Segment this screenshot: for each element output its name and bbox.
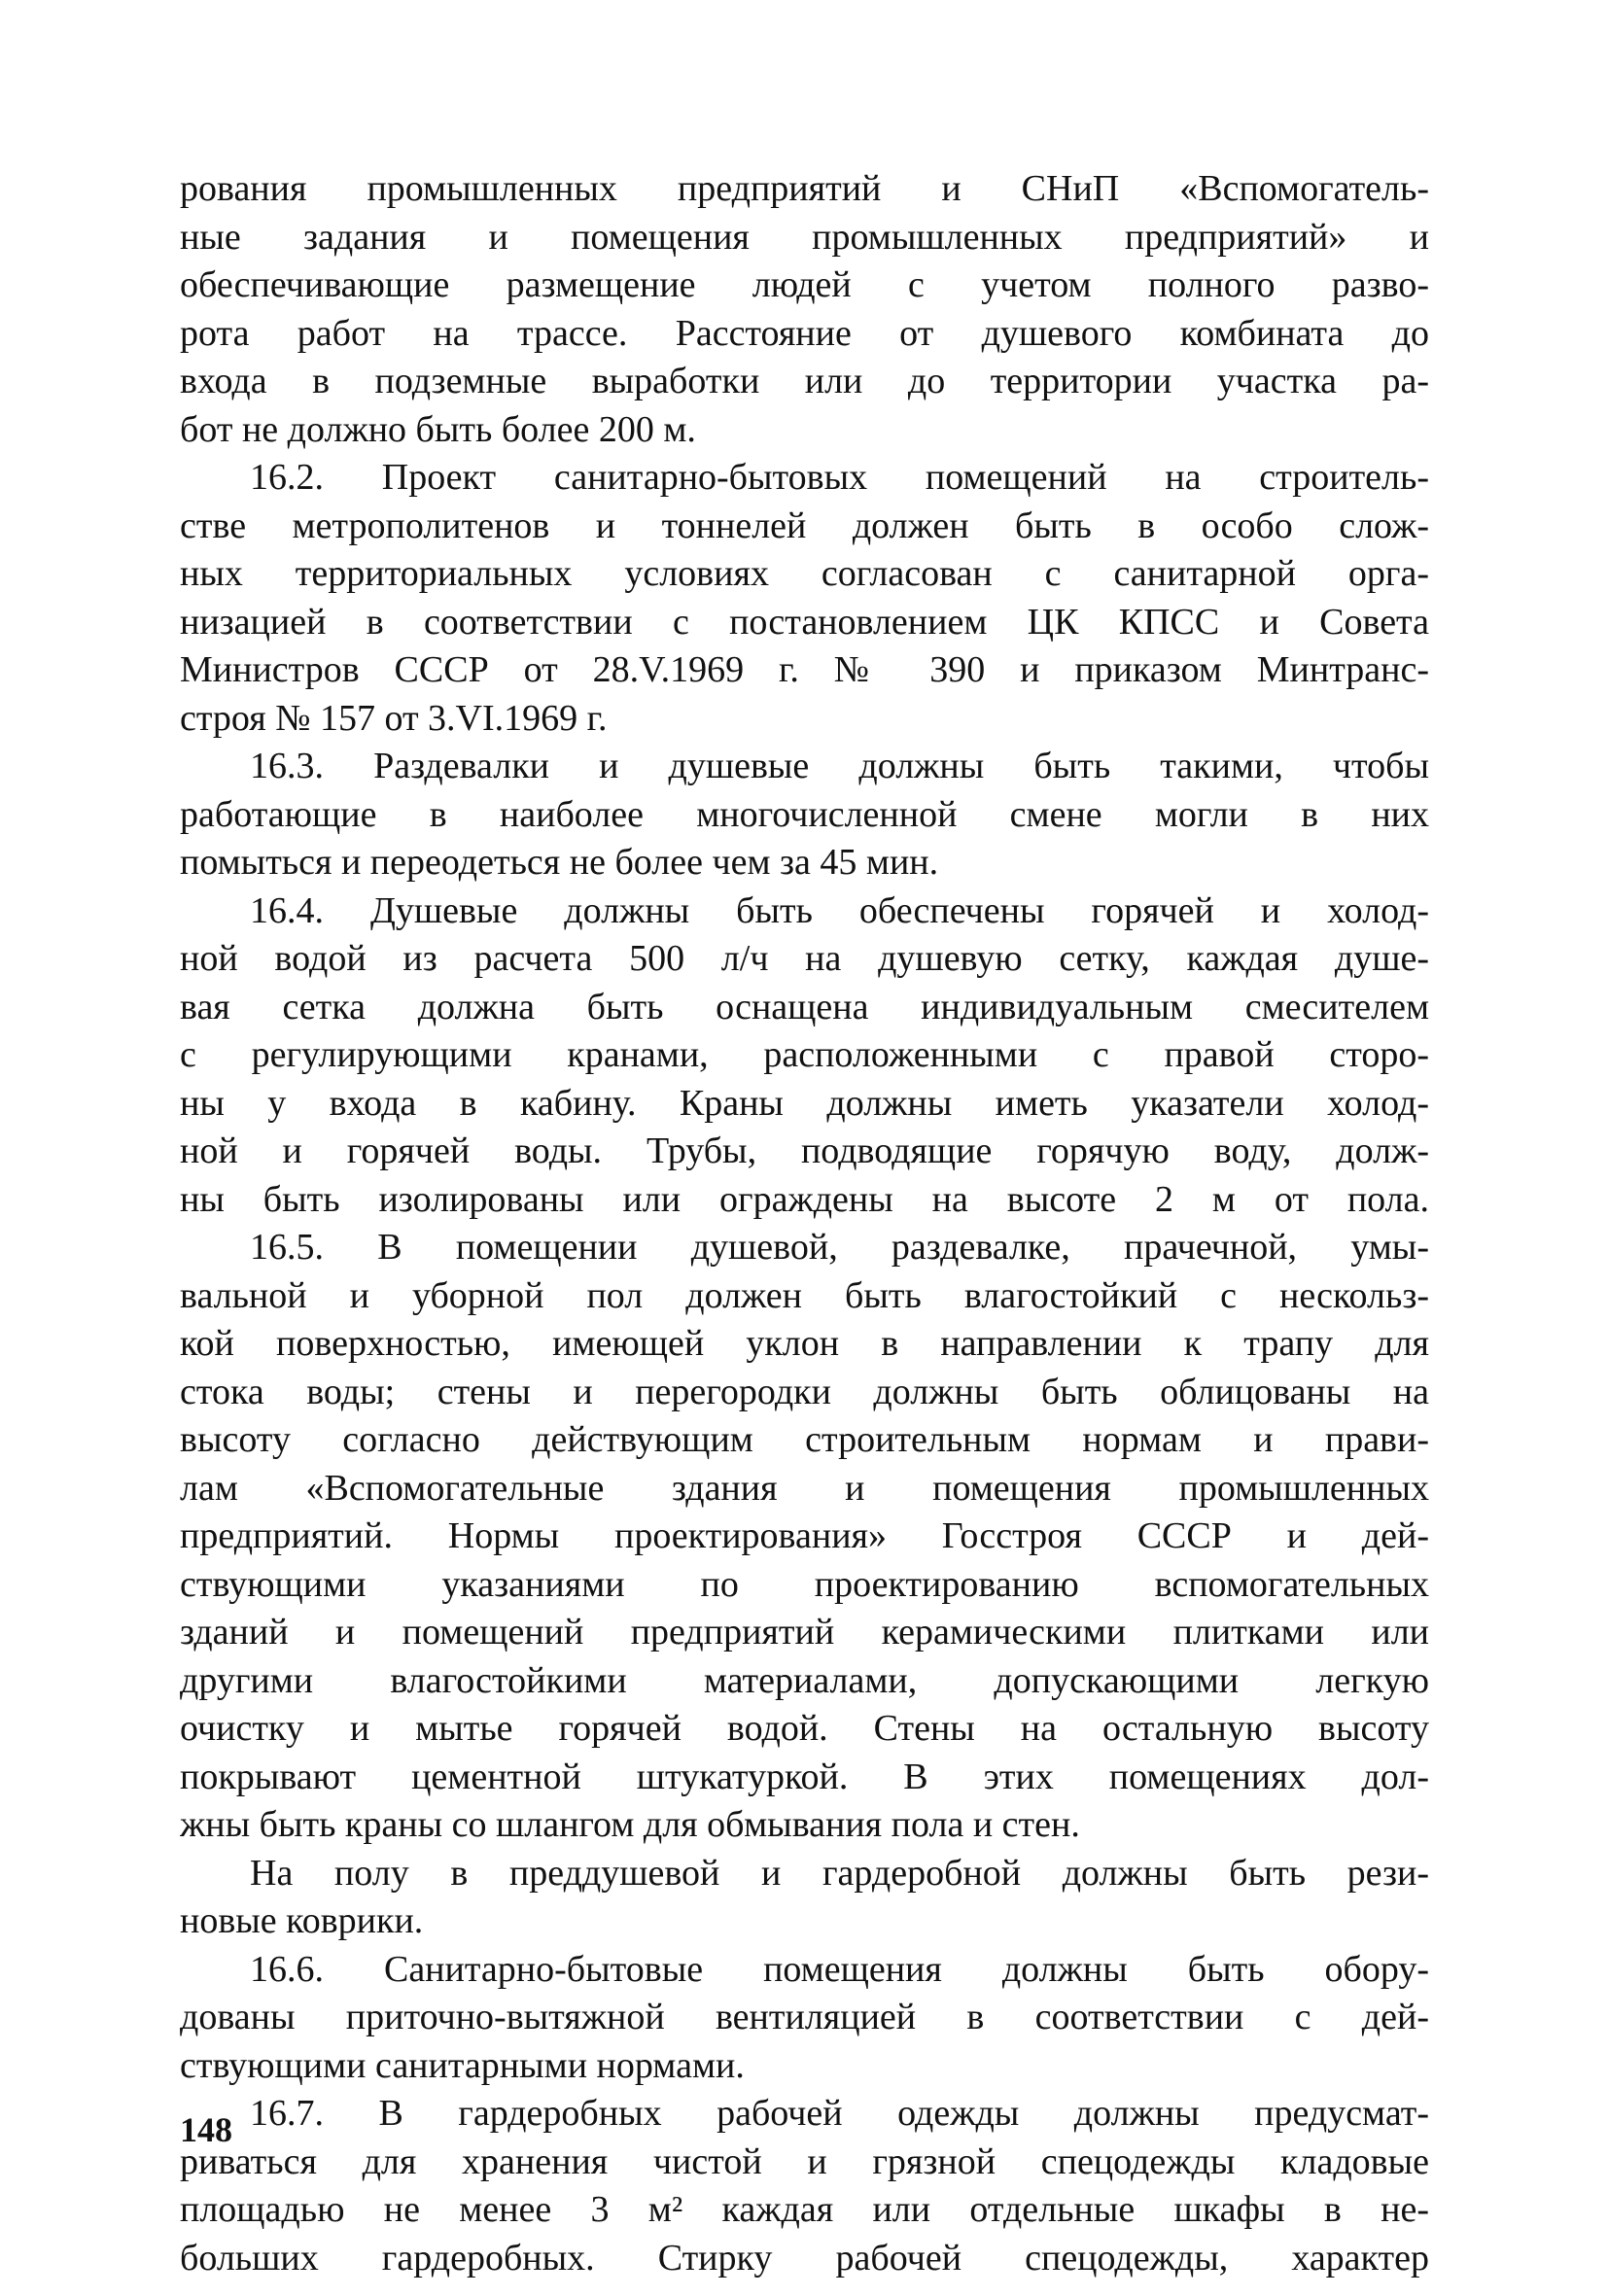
- text-line: входа в подземные выработки или до территории участка ра-: [180, 361, 1429, 401]
- text-line: новые коврики.: [180, 1900, 424, 1941]
- paragraph-16-6-start: 16.6. Санитарно-бытовые помещения должны быть обору-: [250, 1948, 1429, 1990]
- text-line: обеспечивающие размещение людей с учетом полного разво-: [180, 264, 1429, 305]
- text-line: строя № 157 от 3.VI.1969 г.: [180, 697, 608, 739]
- paragraph-16-5-start: 16.5. В помещении душевой, раздевалке, прачечной, умы-: [250, 1227, 1429, 1268]
- text-line: предприятий. Нормы проектирования» Госстроя СССР и дей-: [180, 1515, 1429, 1556]
- text-line: очистку и мытье горячей водой. Стены на остальную высоту: [180, 1708, 1429, 1749]
- paragraph-16-7-start: 16.7. В гардеробных рабочей одежды должны предусмат-: [250, 2093, 1429, 2134]
- text-line: другими влагостойкими материалами, допускающими легкую: [180, 1659, 1429, 1701]
- text-line: стве метрополитенов и тоннелей должен быть в особо слож-: [180, 504, 1429, 546]
- text-line: ной водой из расчета 500 л/ч на душевую сетку, каждая душе-: [180, 938, 1429, 979]
- text-line: лам «Вспомогательные здания и помещения промышленных: [180, 1467, 1429, 1509]
- text-line: кой поверхностью, имеющей уклон в направлении к трапу для: [180, 1323, 1429, 1364]
- text-line: стока воды; стены и перегородки должны быть облицованы на: [180, 1371, 1429, 1412]
- text-line: зданий и помещений предприятий керамическими плитками или: [180, 1612, 1429, 1652]
- text-line: низацией в соответствии с постановлением ЦК КПСС и Совета: [180, 601, 1429, 643]
- text-line: ствующими указаниями по проектированию вспомогательных: [180, 1563, 1429, 1605]
- text-line: вальной и уборной пол должен быть влагостойкий с нескольз-: [180, 1274, 1429, 1316]
- text-line: работающие в наиболее многочисленной смене могли в них: [180, 793, 1429, 835]
- text-line: бот не должно быть более 200 м.: [180, 408, 696, 450]
- paragraph-16-3-start: 16.3. Раздевалки и душевые должны быть такими, чтобы: [250, 746, 1429, 786]
- text-line: ны у входа в кабину. Краны должны иметь указатели холод-: [180, 1082, 1429, 1124]
- document-body: [180, 165, 1429, 2282]
- text-line: с регулирующими кранами, расположенными с правой сторо-: [180, 1034, 1429, 1075]
- text-line: ных территориальных условиях согласован с санитарной орга-: [180, 553, 1429, 594]
- paragraph-16-2-start: 16.2. Проект санитарно-бытовых помещений на строитель-: [250, 457, 1429, 498]
- text-line: больших гардеробных. Стирку рабочей спецодежды, характер: [180, 2237, 1429, 2279]
- text-line: ствующими санитарными нормами.: [180, 2044, 745, 2086]
- text-line: жны быть краны со шлангом для обмывания пола и стен.: [180, 1804, 1080, 1845]
- text-line: высоту согласно действующим строительным нормам и прави-: [180, 1419, 1429, 1460]
- paragraph-rugs-start: На полу в преддушевой и гардеробной должны быть рези-: [250, 1852, 1429, 1894]
- page-number: 148: [180, 2110, 232, 2149]
- text-line: ные задания и помещения промышленных предприятий» и: [180, 216, 1429, 258]
- text-line: вая сетка должна быть оснащена индивидуальным смесителем: [180, 986, 1429, 1027]
- text-line: рования промышленных предприятий и СНиП «Вспомогатель-: [180, 168, 1429, 209]
- text-line: Министров СССР от 28.V.1969 г. № 390 и приказом Минтранс-: [180, 649, 1429, 690]
- text-line: ной и горячей воды. Трубы, подводящие горячую воду, долж-: [180, 1131, 1429, 1171]
- text-line: рота работ на трассе. Расстояние от душевого комбината до: [180, 312, 1429, 354]
- text-line: площадью не менее 3 м² каждая или отдельные шкафы в не-: [180, 2189, 1429, 2230]
- text-line: помыться и переодеться не более чем за 45 мин.: [180, 842, 939, 883]
- paragraph-16-4-start: 16.4. Душевые должны быть обеспечены горячей и холод-: [250, 889, 1429, 931]
- text-line: покрывают цементной штукатуркой. В этих помещениях дол-: [180, 1756, 1429, 1797]
- text-line: ны быть изолированы или ограждены на высоте 2 м от пола.: [180, 1178, 1429, 1220]
- text-line: дованы приточно-вытяжной вентиляцией в соответствии с дей-: [180, 1997, 1429, 2037]
- text-line: риваться для хранения чистой и грязной спецодежды кладовые: [180, 2140, 1429, 2182]
